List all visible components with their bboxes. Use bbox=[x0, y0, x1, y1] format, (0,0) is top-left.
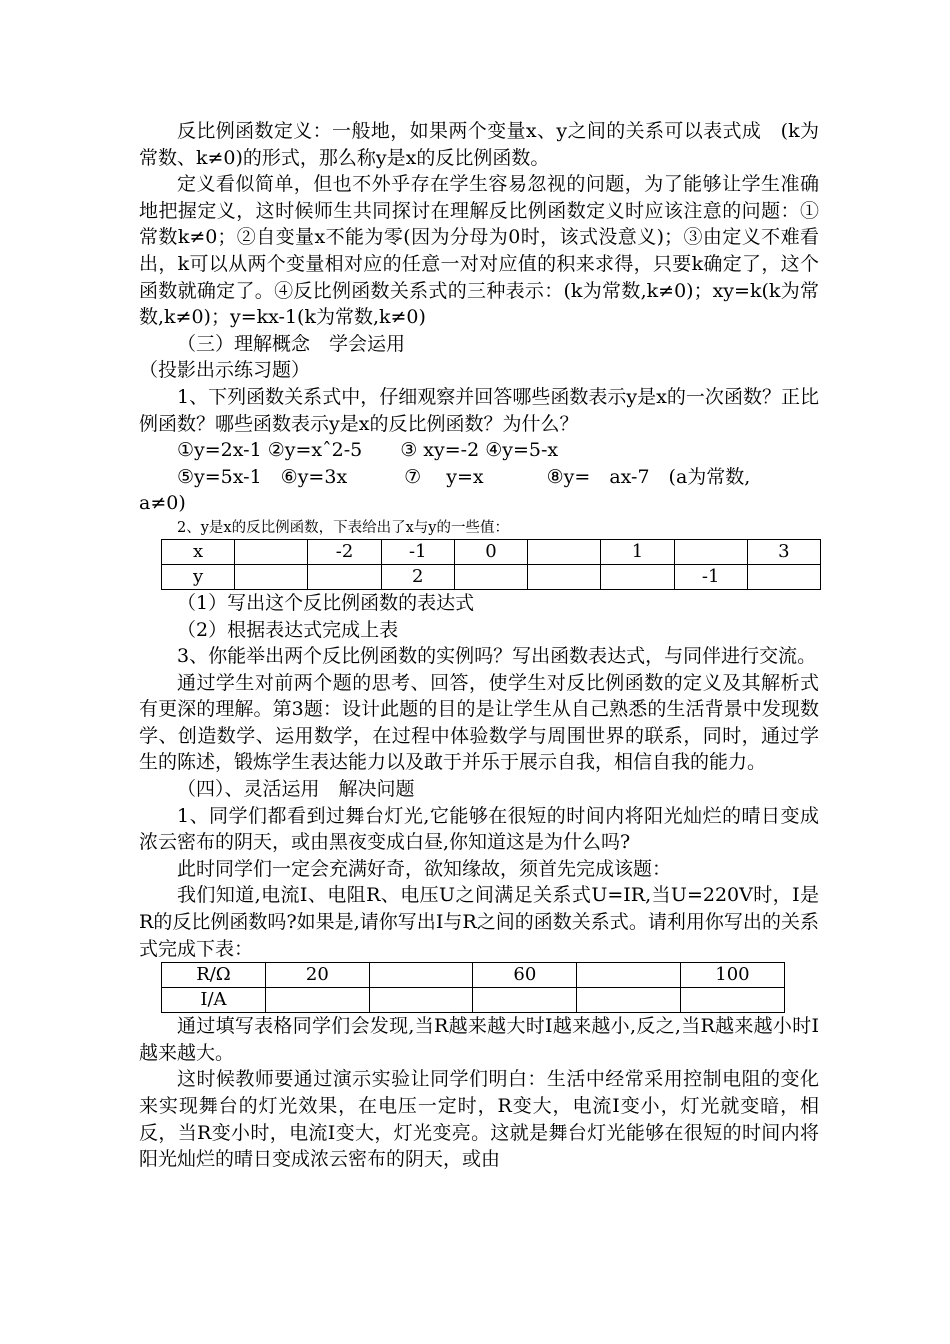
table-cell: R/Ω bbox=[162, 963, 266, 988]
question-2: 2、y是x的反比例函数，下表给出了x与y的一些值： bbox=[177, 519, 509, 536]
question-2a: （1）写出这个反比例函数的表达式 bbox=[177, 591, 475, 614]
table-cell bbox=[235, 564, 308, 589]
table-cell bbox=[454, 564, 527, 589]
demonstration-paragraph: 这时候教师要通过演示实验让同学们明白：生活中经常采用控制电阻的变化来实现舞台的灯光效果，在电压一定时，R变大，电流I变小，灯光就变暗，相反，当R变小时，电流I变大，灯光变亮。这就是舞台灯光能够在很短的时间内将阳光灿烂的晴日变成浓云密布的阴天，或由 bbox=[139, 1068, 819, 1171]
table-cell bbox=[265, 988, 369, 1013]
table-row bbox=[162, 988, 785, 1013]
document-page bbox=[139, 118, 819, 1173]
table-cell: -1 bbox=[381, 539, 454, 564]
table-cell bbox=[577, 963, 681, 988]
table-cell bbox=[235, 539, 308, 564]
xy-value-table bbox=[161, 539, 821, 590]
table-cell bbox=[577, 988, 681, 1013]
exercise-row-3: a≠0) bbox=[139, 492, 186, 515]
question-1: 1、下列函数关系式中，仔细观察并回答哪些函数表示y是x的一次函数？正比例函数？哪些函数表示y是x的反比例函数？为什么？ bbox=[139, 385, 819, 435]
table-cell bbox=[473, 988, 577, 1013]
table-cell bbox=[369, 963, 473, 988]
table-cell bbox=[528, 539, 601, 564]
table-cell bbox=[674, 539, 747, 564]
table-cell: 0 bbox=[454, 539, 527, 564]
table-cell bbox=[308, 564, 381, 589]
table-row bbox=[162, 963, 785, 988]
table-cell: 60 bbox=[473, 963, 577, 988]
table-cell: 3 bbox=[747, 539, 820, 564]
analysis-paragraph: 通过学生对前两个题的思考、回答，使学生对反比例函数的定义及其解析式有更深的理解。第3题：设计此题的目的是让学生从自己熟悉的生活背景中发现数学、创造数学、运用数学，在过程中体验数学与周围世界的联系，同时，通过学生的陈述，锻炼学生表达能力以及敢于并乐于展示自我，相信自我的能力。 bbox=[139, 671, 819, 774]
table-row bbox=[162, 564, 821, 589]
question-3: 3、你能举出两个反比例函数的实例吗？写出函数表达式，与同伴进行交流。 bbox=[177, 645, 817, 668]
table-cell: 1 bbox=[601, 539, 674, 564]
projection-note: （投影出示练习题） bbox=[139, 359, 311, 382]
definition-notes-paragraph: 定义看似简单，但也不外乎存在学生容易忽视的问题，为了能够让学生准确地把握定义，这时候师生共同探讨在理解反比例函数定义时应该注意的问题：①常数k≠0；②自变量x不能为零(因为分母为0时，该式没意义)；③由定义不难看出，k可以从两个变量相对应的任意一对对应值的积来求得，只要k确定了，这个函数就确定了。④反比例函数关系式的三种表示：(k为常数,k≠0)；xy=k(k为常数,k≠0)；y=kx-1(k为常数,k≠0) bbox=[139, 173, 819, 329]
table-cell: I/A bbox=[162, 988, 266, 1013]
exercise-row-1: ①y=2x-1 ②y=xˆ2-5 ③ xy=-2 ④y=5-x bbox=[177, 439, 559, 462]
table-cell: 2 bbox=[381, 564, 454, 589]
table-cell: 20 bbox=[265, 963, 369, 988]
section-heading-4: （四）、灵活运用 解决问题 bbox=[177, 778, 415, 801]
circuit-paragraph: 我们知道,电流I、电阻R、电压U之间满足关系式U=IR,当U=220V时，I是R的反比例函数吗?如果是,请你写出I与R之间的函数关系式。请利用你写出的关系式完成下表： bbox=[139, 884, 819, 960]
table-row bbox=[162, 539, 821, 564]
table-cell: -2 bbox=[308, 539, 381, 564]
table-cell: 100 bbox=[680, 963, 784, 988]
observation-paragraph: 通过填写表格同学们会发现,当R越来越大时I越来越小,反之,当R越来越小时I越来越大。 bbox=[139, 1015, 819, 1064]
table-cell bbox=[601, 564, 674, 589]
table-cell: y bbox=[162, 564, 235, 589]
question-2b: （2）根据表达式完成上表 bbox=[177, 618, 399, 641]
table-cell bbox=[528, 564, 601, 589]
curiosity-paragraph: 此时同学们一定会充满好奇，欲知缘故，须首先完成该题： bbox=[177, 857, 672, 880]
table-cell: x bbox=[162, 539, 235, 564]
resistance-current-table bbox=[161, 962, 785, 1013]
stage-light-question: 1、同学们都看到过舞台灯光,它能够在很短的时间内将阳光灿烂的晴日变成浓云密布的阴天，或由黑夜变成白昼,你知道这是为什么吗? bbox=[139, 804, 819, 854]
exercise-row-2: ⑤y=5x-1 ⑥y=3x ⑦ y=x ⑧y= ax-7 (a为常数, bbox=[177, 465, 751, 488]
definition-paragraph: 反比例函数定义：一般地，如果两个变量x、y之间的关系可以表式成 (k为常数、k≠0)的形式，那么称y是x的反比例函数。 bbox=[139, 120, 819, 169]
section-heading-3: （三）理解概念 学会运用 bbox=[177, 332, 406, 355]
table-cell: -1 bbox=[674, 564, 747, 589]
table-cell bbox=[747, 564, 820, 589]
table-cell bbox=[369, 988, 473, 1013]
table-cell bbox=[680, 988, 784, 1013]
